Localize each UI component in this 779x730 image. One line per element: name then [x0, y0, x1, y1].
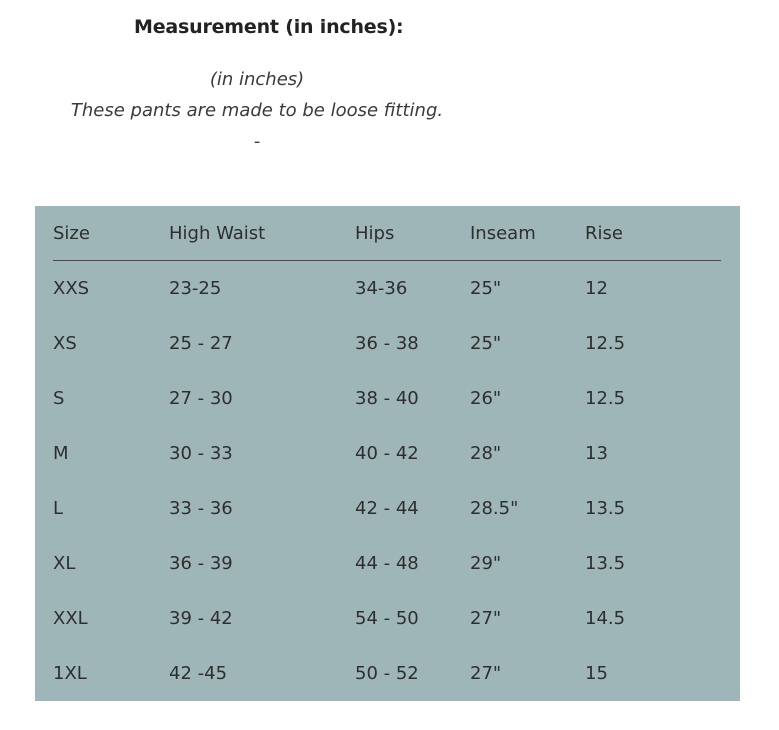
size-chart-table	[53, 206, 721, 701]
cell-size: 1XL	[53, 663, 87, 684]
unit-note: (in inches)	[209, 69, 305, 90]
cell-hips: 54 - 50	[355, 608, 419, 629]
cell-size: XXS	[53, 278, 90, 299]
page-heading: Measurement (in inches):	[134, 16, 404, 38]
cell-rise: 13.5	[585, 498, 626, 519]
cell-hips: 42 - 44	[355, 498, 419, 519]
table-row	[53, 371, 721, 426]
cell-rise: 12.5	[585, 388, 626, 409]
cell-size: XS	[53, 333, 77, 354]
cell-size: L	[53, 498, 64, 519]
cell-hips: 38 - 40	[355, 388, 419, 409]
header-inseam: Inseam	[470, 206, 585, 261]
header-rise: Rise	[585, 206, 721, 261]
table-row	[53, 536, 721, 591]
cell-size: XL	[53, 553, 76, 574]
cell-inseam: 28"	[470, 443, 502, 464]
cell-size: M	[53, 443, 69, 464]
cell-inseam: 29"	[470, 553, 502, 574]
cell-rise: 12	[585, 278, 608, 299]
cell-high-waist: 25 - 27	[169, 333, 233, 354]
header-size: Size	[53, 206, 169, 261]
cell-high-waist: 33 - 36	[169, 498, 233, 519]
cell-hips: 36 - 38	[355, 333, 419, 354]
cell-inseam: 27"	[470, 608, 502, 629]
cell-rise: 14.5	[585, 608, 626, 629]
table-row	[53, 261, 721, 317]
cell-high-waist: 23-25	[169, 278, 222, 299]
cell-inseam: 28.5"	[470, 498, 519, 519]
cell-high-waist: 39 - 42	[169, 608, 233, 629]
header-high-waist: High Waist	[169, 206, 355, 261]
cell-inseam: 26"	[470, 388, 502, 409]
cell-hips: 40 - 42	[355, 443, 419, 464]
table-row	[53, 591, 721, 646]
intro-notes	[0, 64, 514, 157]
cell-size: XXL	[53, 608, 88, 629]
cell-hips: 50 - 52	[355, 663, 419, 684]
cell-hips: 44 - 48	[355, 553, 419, 574]
header-hips: Hips	[355, 206, 470, 261]
cell-hips: 34-36	[355, 278, 408, 299]
fit-note: These pants are made to be loose fitting.	[70, 100, 444, 121]
table-row	[53, 316, 721, 371]
cell-rise: 13	[585, 443, 608, 464]
cell-rise: 15	[585, 663, 608, 684]
cell-inseam: 25"	[470, 278, 502, 299]
cell-rise: 12.5	[585, 333, 626, 354]
cell-rise: 13.5	[585, 553, 626, 574]
cell-high-waist: 42 -45	[169, 663, 228, 684]
table-header-row	[53, 206, 721, 261]
table-row	[53, 426, 721, 481]
cell-size: S	[53, 388, 65, 409]
cell-inseam: 25"	[470, 333, 502, 354]
dash-separator: -	[253, 131, 261, 152]
cell-high-waist: 27 - 30	[169, 388, 233, 409]
table-row	[53, 481, 721, 536]
cell-inseam: 27"	[470, 663, 502, 684]
size-chart-panel	[35, 206, 740, 701]
table-row	[53, 646, 721, 701]
cell-high-waist: 36 - 39	[169, 553, 233, 574]
cell-high-waist: 30 - 33	[169, 443, 233, 464]
